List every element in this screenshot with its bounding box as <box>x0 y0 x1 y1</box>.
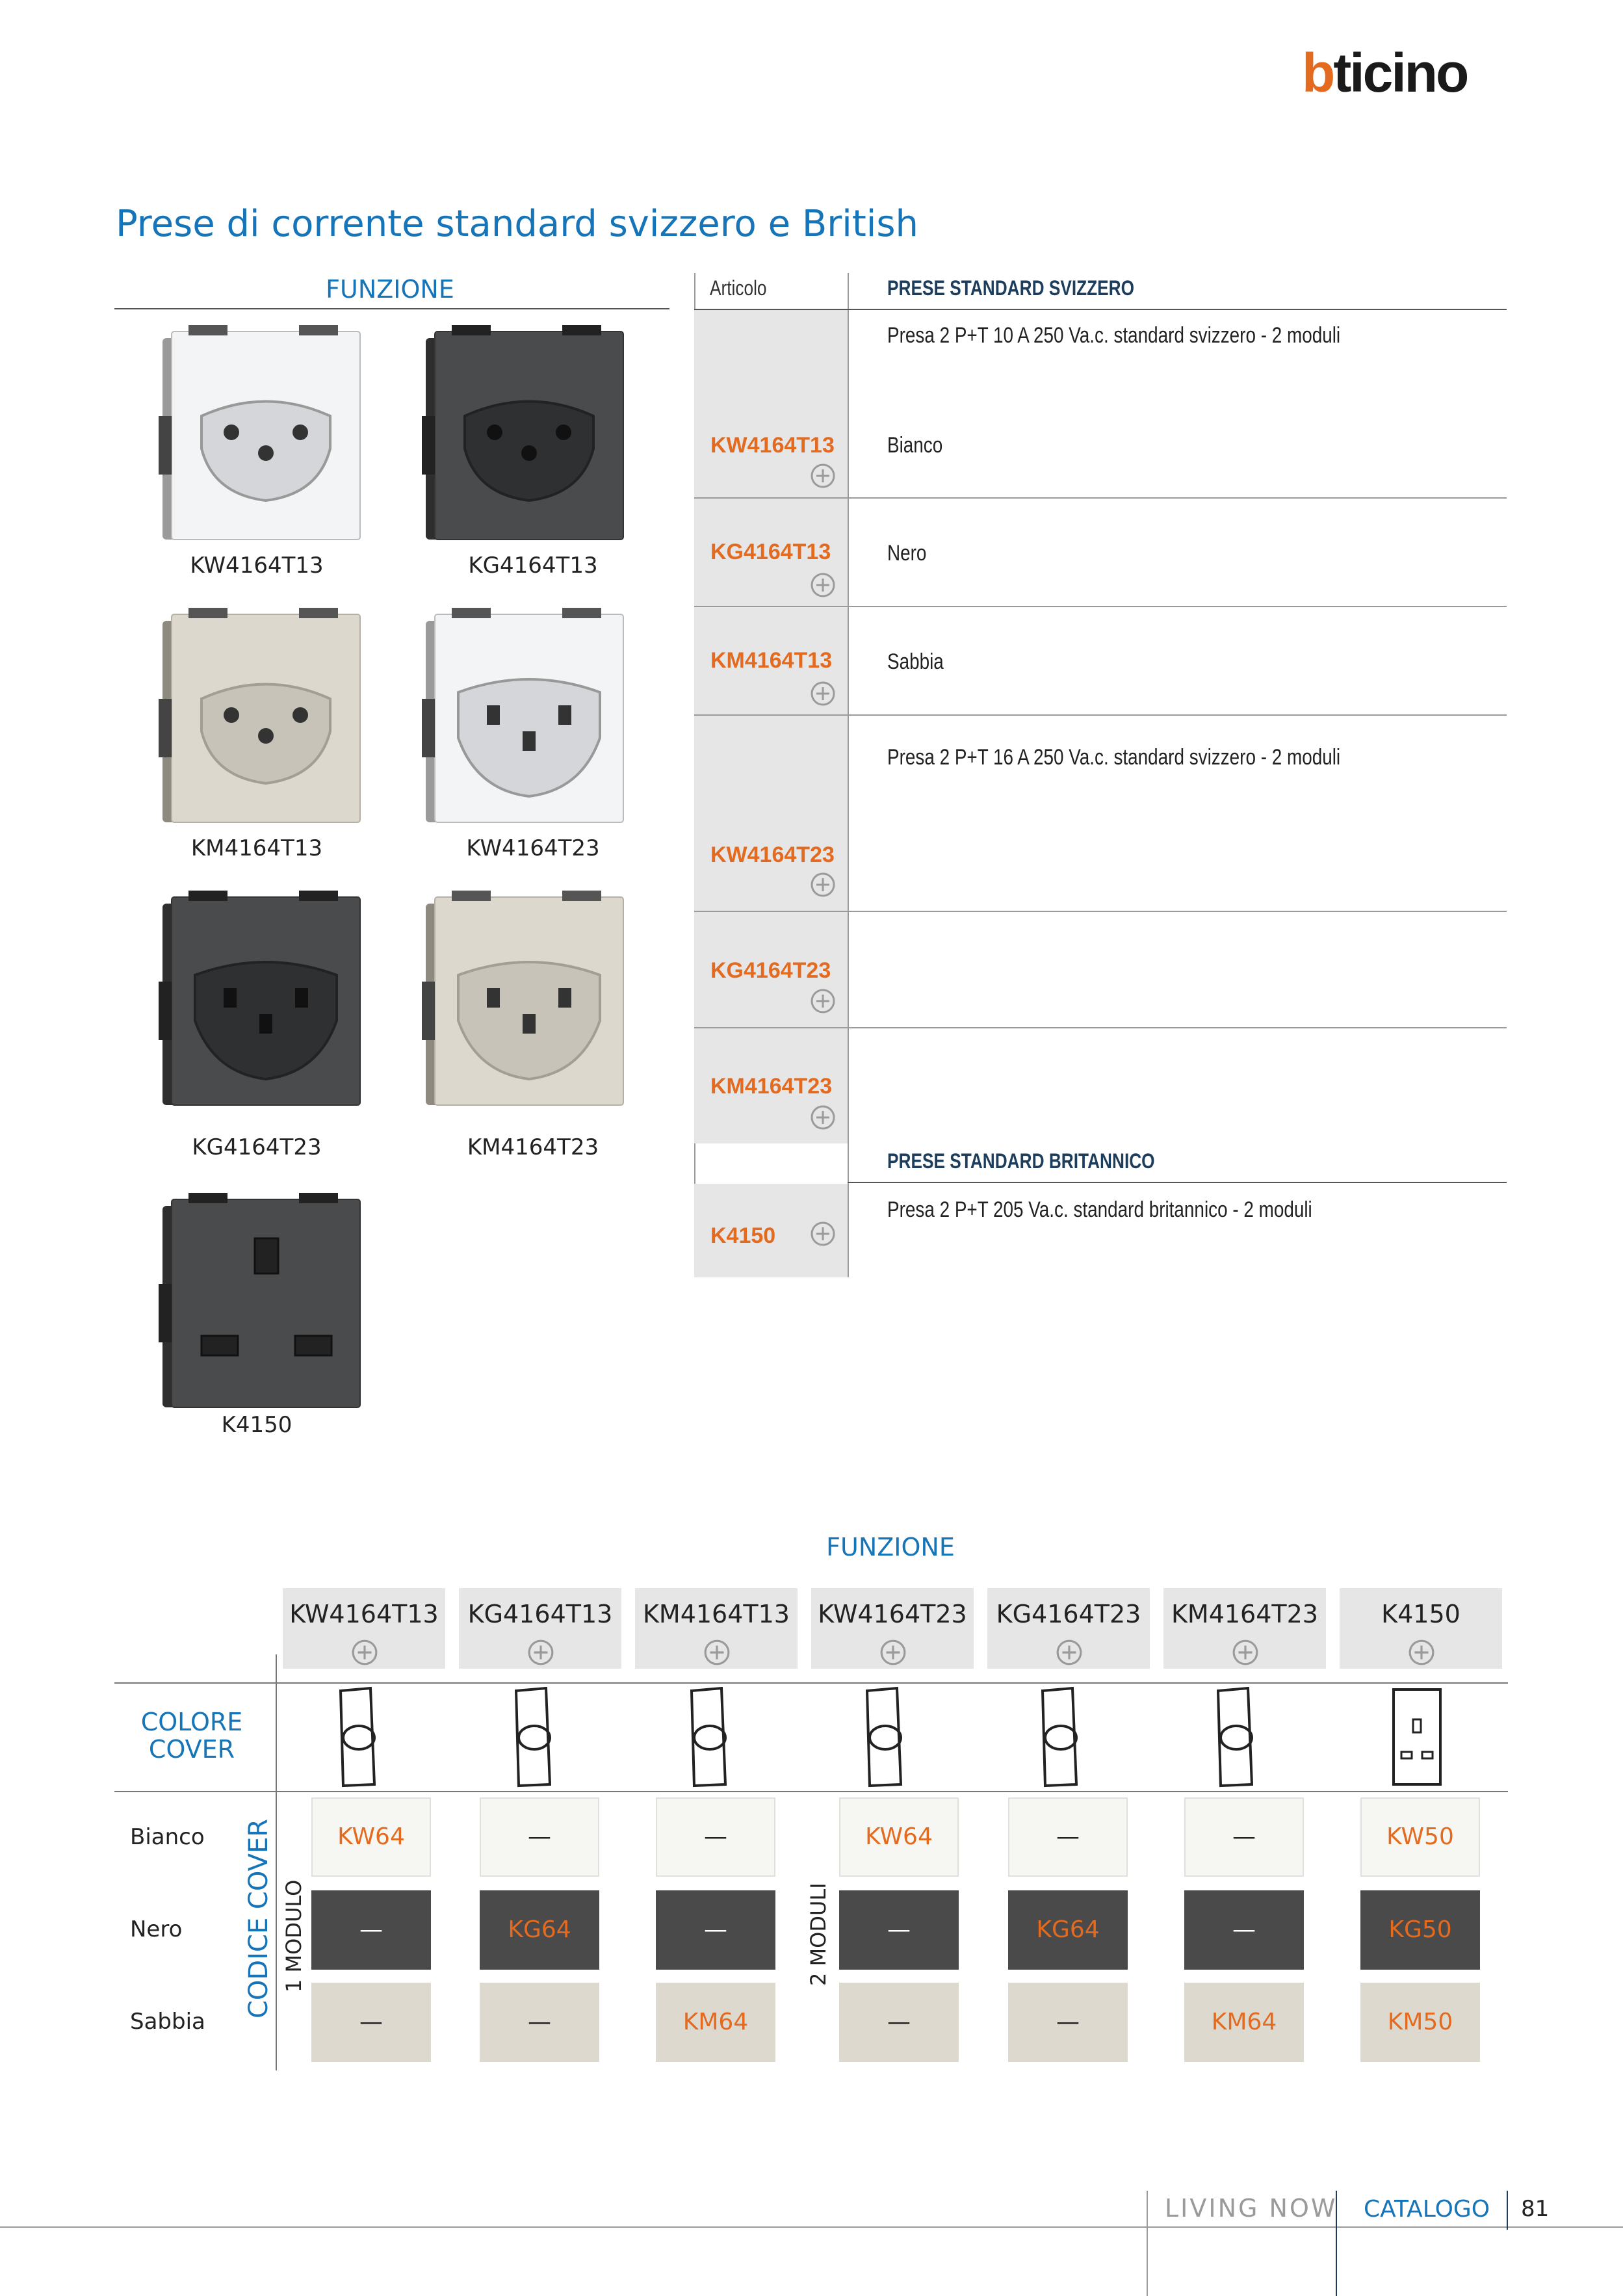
bticino-logo: bticino <box>1302 42 1468 103</box>
cover-code-cell: KG64 <box>480 1890 599 1970</box>
product-image-k4150 <box>156 1193 370 1414</box>
row-label-nero: Nero <box>130 1916 183 1942</box>
cover-switzerland-icon <box>513 1687 552 1788</box>
color-label: Nero <box>887 541 927 566</box>
product-image-km4164t13 <box>156 608 370 829</box>
cover-code-cell: — <box>1184 1890 1304 1970</box>
footer-separator <box>1507 2191 1508 2230</box>
article-description: Presa 2 P+T 205 Va.c. standard britannico - 2 moduli <box>887 1197 1312 1222</box>
header-cell: KG4164T13 <box>459 1588 621 1669</box>
article-description: Presa 2 P+T 16 A 250 Va.c. standard svizzero - 2 moduli <box>887 745 1341 770</box>
cover-code-cell: — <box>311 1983 431 2062</box>
header-cell: K4150 <box>1340 1588 1502 1669</box>
cover-switzerland-icon <box>338 1687 377 1788</box>
row-divider <box>694 606 1507 607</box>
product-label: KG4164T13 <box>468 553 598 579</box>
cover-code-cell: KM64 <box>656 1983 775 2062</box>
header-cell: KM4164T23 <box>1163 1588 1326 1669</box>
table-col-border <box>848 273 849 1277</box>
product-image-kw4164t23 <box>419 608 634 829</box>
table-axis <box>276 1654 277 2070</box>
cover-code-cell: — <box>480 1983 599 2062</box>
row-label-bianco: Bianco <box>130 1824 205 1850</box>
row-divider <box>694 497 1507 499</box>
article-code[interactable]: KW4164T23 <box>710 842 835 867</box>
add-plus-icon[interactable] <box>810 572 836 598</box>
cover-code-cell: KW64 <box>311 1797 431 1877</box>
article-code[interactable]: KG4164T23 <box>710 958 831 983</box>
product-label: KG4164T23 <box>192 1134 322 1160</box>
footer-divider <box>0 2226 1623 2228</box>
product-label: KM4164T13 <box>190 835 323 861</box>
cover-british-icon <box>1391 1687 1443 1788</box>
header-cell: KW4164T23 <box>811 1588 974 1669</box>
cover-code-cell: — <box>480 1797 599 1877</box>
add-plus-icon[interactable] <box>1232 1639 1259 1666</box>
product-image-kw4164t13 <box>156 325 370 546</box>
add-plus-icon[interactable] <box>1408 1639 1435 1666</box>
footer-separator <box>1147 2191 1148 2296</box>
row-divider <box>694 714 1507 716</box>
article-code[interactable]: K4150 <box>710 1223 776 1248</box>
modulo-label: 1 MODULO <box>281 1879 306 1992</box>
cover-switzerland-icon <box>1215 1687 1254 1788</box>
cover-code-cell: KG64 <box>1008 1890 1128 1970</box>
row-divider <box>694 1027 1507 1028</box>
article-code[interactable]: KW4164T13 <box>710 433 835 458</box>
add-plus-icon[interactable] <box>810 988 836 1014</box>
add-plus-icon[interactable] <box>810 681 836 707</box>
moduli-label: 2 MODULI <box>806 1883 831 1986</box>
cover-switzerland-icon <box>864 1687 903 1788</box>
product-image-kg4164t13 <box>419 325 634 546</box>
funzione-header: FUNZIONE <box>826 1533 955 1561</box>
section-header-britannico: PRESE STANDARD BRITANNICO <box>887 1149 1155 1173</box>
cover-code-cell: KG50 <box>1360 1890 1480 1970</box>
section-header-svizzero: PRESE STANDARD SVIZZERO <box>887 276 1135 300</box>
header-cell: KG4164T23 <box>987 1588 1150 1669</box>
divider <box>114 1791 1508 1792</box>
footer-catalogo: CATALOGO <box>1364 2196 1490 2223</box>
cover-code-cell: — <box>311 1890 431 1970</box>
product-label: K4150 <box>221 1412 292 1438</box>
product-label: KW4164T23 <box>466 835 600 861</box>
product-label: KW4164T13 <box>190 553 324 579</box>
product-image-km4164t23 <box>419 891 634 1112</box>
color-label: Sabbia <box>887 649 944 674</box>
cover-code-cell: KW50 <box>1360 1797 1480 1877</box>
colore-cover-label: COLORE COVER <box>140 1708 243 1764</box>
cover-code-cell: — <box>1184 1797 1304 1877</box>
cover-switzerland-icon <box>1040 1687 1079 1788</box>
cover-code-cell: — <box>656 1890 775 1970</box>
add-plus-icon[interactable] <box>879 1639 907 1666</box>
divider <box>114 1682 1508 1684</box>
row-label-sabbia: Sabbia <box>130 2009 205 2035</box>
add-plus-icon[interactable] <box>351 1639 378 1666</box>
page-title: Prese di corrente standard svizzero e British <box>116 203 919 245</box>
divider <box>848 1182 1507 1183</box>
funzione-header: FUNZIONE <box>326 275 454 304</box>
codice-cover-label: CODICE COVER <box>244 1818 274 2018</box>
add-plus-icon[interactable] <box>810 463 836 489</box>
add-plus-icon[interactable] <box>527 1639 554 1666</box>
cover-code-cell: — <box>839 1890 959 1970</box>
cover-switzerland-icon <box>689 1687 728 1788</box>
divider <box>114 308 669 309</box>
add-plus-icon[interactable] <box>810 1221 836 1247</box>
header-cell: KM4164T13 <box>635 1588 798 1669</box>
article-code[interactable]: KM4164T23 <box>710 1074 833 1099</box>
header-cell: KW4164T13 <box>283 1588 445 1669</box>
cover-code-cell: KM50 <box>1360 1983 1480 2062</box>
add-plus-icon[interactable] <box>810 872 836 898</box>
article-code[interactable]: KM4164T13 <box>710 648 833 673</box>
product-image-kg4164t23 <box>156 891 370 1112</box>
article-description: Presa 2 P+T 10 A 250 Va.c. standard svizzero - 2 moduli <box>887 323 1341 348</box>
add-plus-icon[interactable] <box>1056 1639 1083 1666</box>
add-plus-icon[interactable] <box>703 1639 731 1666</box>
cover-code-cell: — <box>839 1983 959 2062</box>
color-label: Bianco <box>887 433 943 458</box>
page-number: 81 <box>1521 2196 1550 2222</box>
row-divider <box>694 911 1507 912</box>
article-code[interactable]: KG4164T13 <box>710 540 831 564</box>
footer-living-now: LIVING NOW <box>1165 2194 1338 2223</box>
add-plus-icon[interactable] <box>810 1104 836 1130</box>
cover-code-cell: KM64 <box>1184 1983 1304 2062</box>
product-label: KM4164T23 <box>467 1134 599 1160</box>
column-header-articolo: Articolo <box>710 276 767 300</box>
cover-code-cell: KW64 <box>839 1797 959 1877</box>
cover-code-cell: — <box>656 1797 775 1877</box>
cover-code-cell: — <box>1008 1797 1128 1877</box>
cover-code-cell: — <box>1008 1983 1128 2062</box>
